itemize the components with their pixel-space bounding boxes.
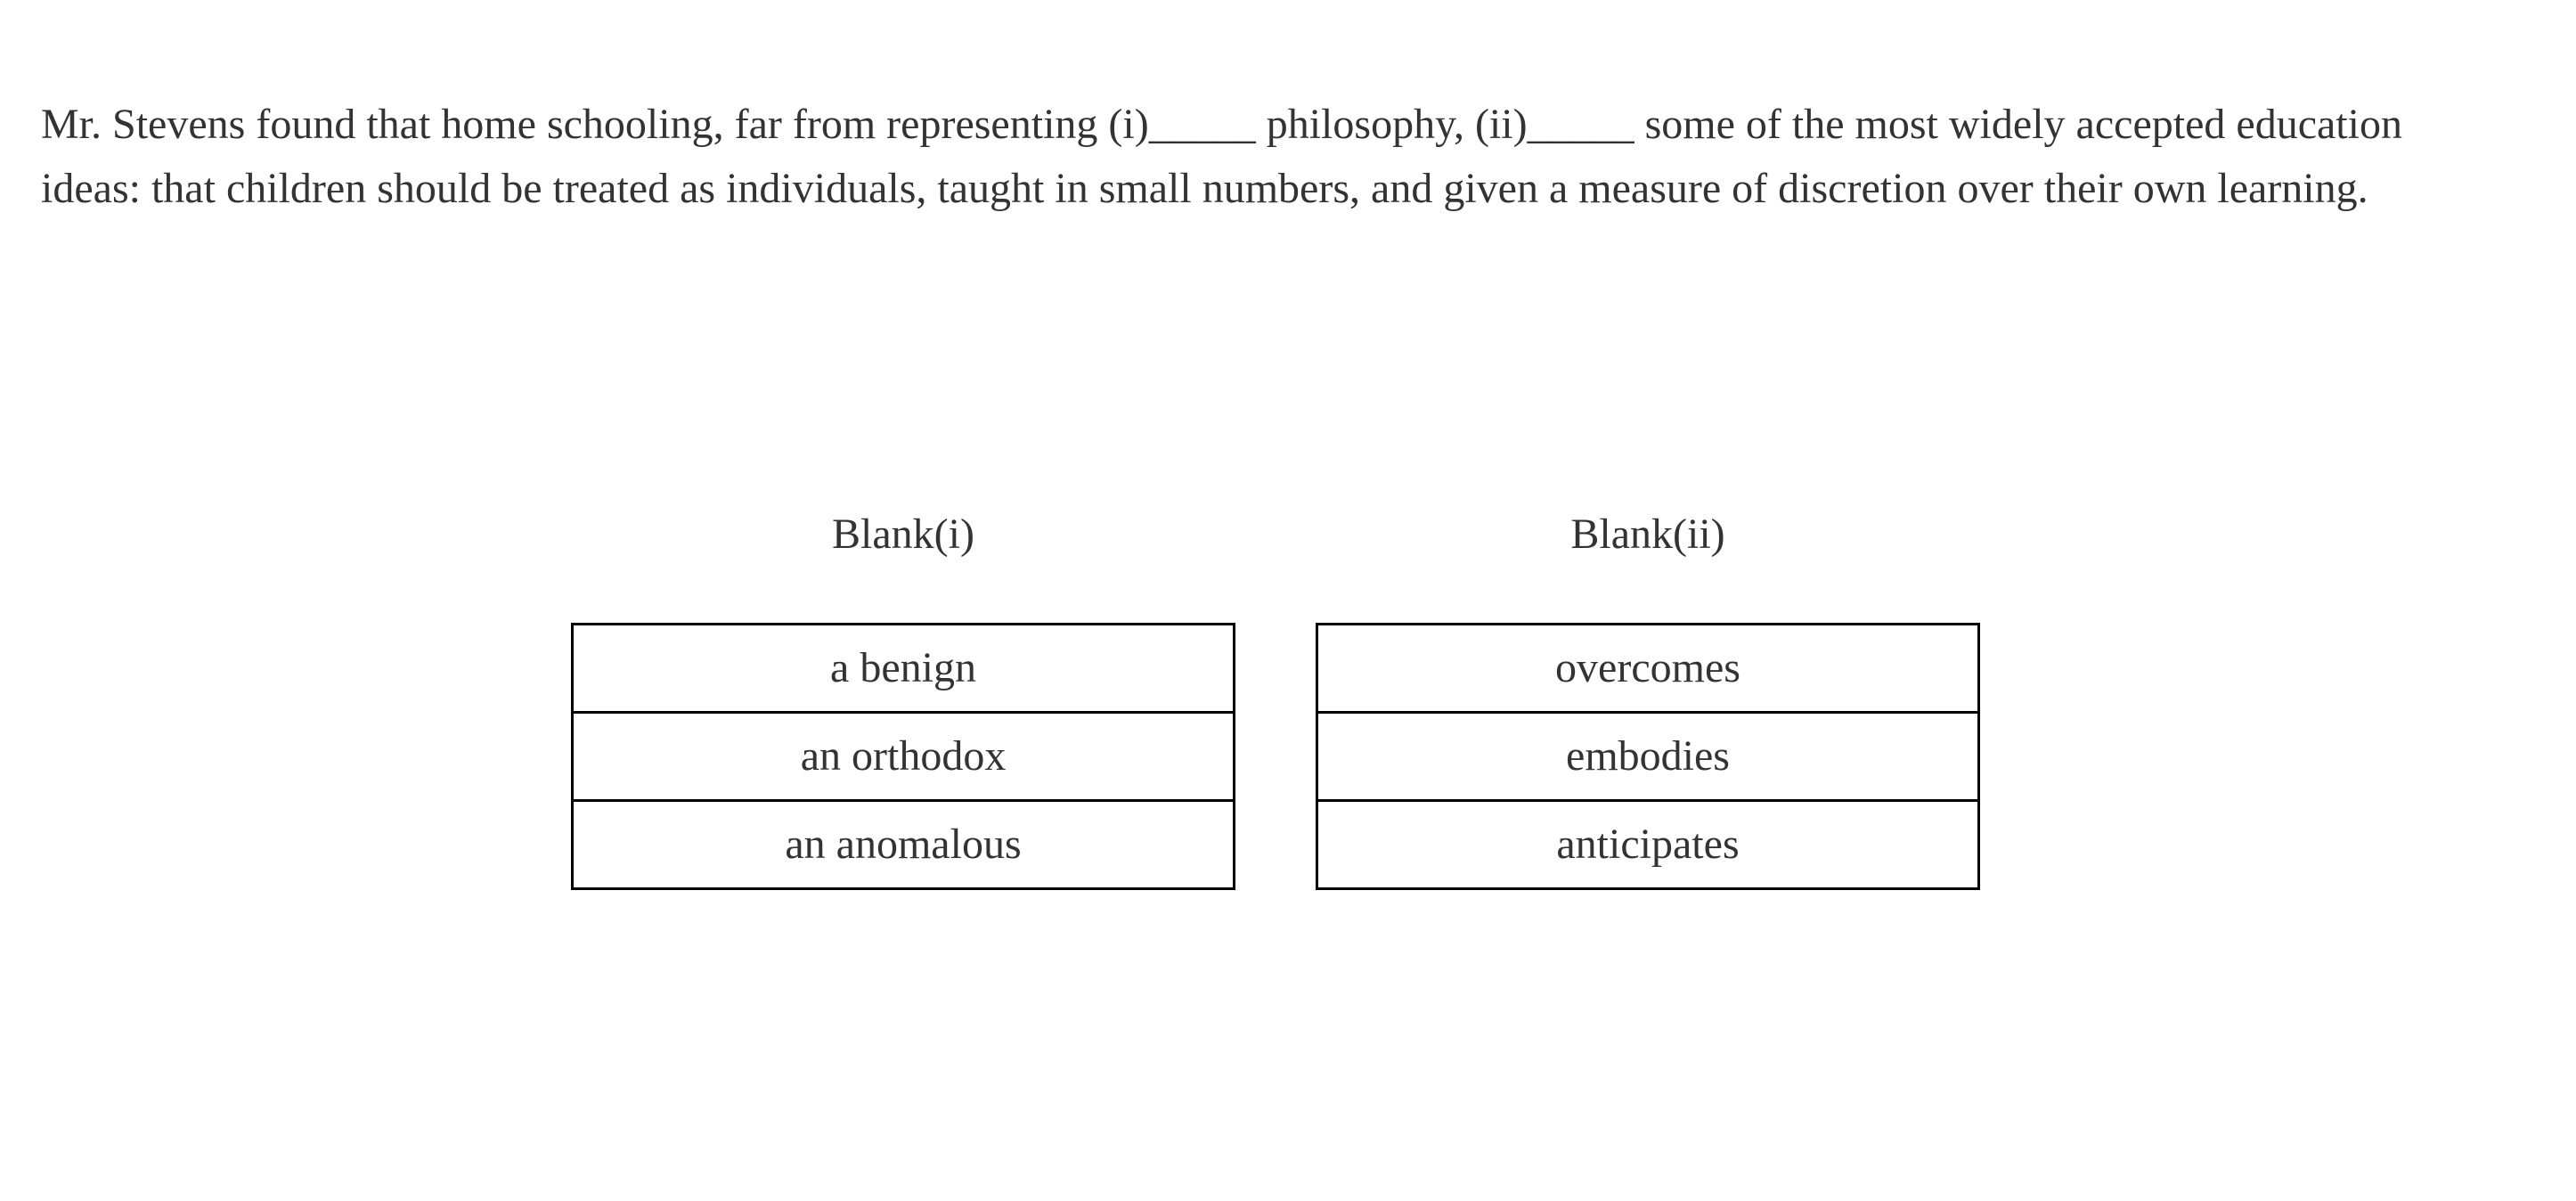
blank-ii-choices [1316,623,1980,890]
blank-ii-column [1316,499,1980,868]
blank-i-column [571,499,1235,868]
choice-overcomes[interactable]: overcomes [1318,625,1977,714]
choice-an-orthodox[interactable]: an orthodox [574,714,1233,802]
choice-a-benign[interactable]: a benign [574,625,1233,714]
blank-i-choices [571,623,1235,890]
blank-ii-label: Blank(ii) [1570,511,1725,558]
choice-anticipates[interactable]: anticipates [1318,802,1977,890]
choice-embodies[interactable]: embodies [1318,714,1977,802]
choice-an-anomalous[interactable]: an anomalous [574,802,1233,890]
question-text: Mr. Stevens found that home schooling, far from representing (i)_____ philosophy, (ii)_____ some of the most widely accepted education ideas: that children should be treated as individuals, taught in small numbers, and given a measure of discretion over their own learning. [41,101,2402,212]
blank-i-label: Blank(i) [832,511,974,558]
